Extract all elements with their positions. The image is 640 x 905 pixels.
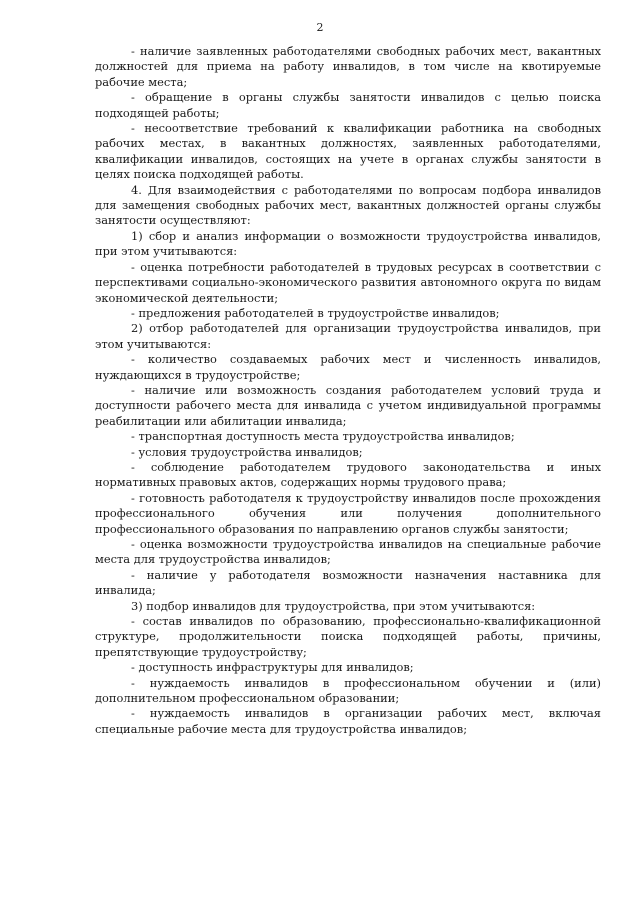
paragraph: - наличие или возможность создания работодателем условий труда и доступности рабочего места для инвалида с учетом индивидуальной программы реабилитации или абилитации инвалида; [95,382,601,428]
paragraph: - нуждаемость инвалидов в организации рабочих мест, включая специальные рабочие места для трудоустройства инвалидов; [95,706,601,736]
paragraph: - транспортная доступность места трудоустройства инвалидов; [131,429,515,444]
paragraph: - доступность инфраструктуры для инвалидов; [131,660,414,675]
paragraph: - количество создаваемых рабочих мест и численность инвалидов, нуждающихся в трудоустройстве; [95,352,601,382]
paragraph: - нуждаемость инвалидов в профессиональном обучении и (или) дополнительном профессиональном образовании; [95,675,601,706]
paragraph: - готовность работодателя к трудоустройству инвалидов после прохождения профессионального обучения или получения дополнительного профессионального образования по направлению органов службы занятости; [95,490,601,536]
paragraph: - оценка потребности работодателей в трудовых ресурсах в соответствии с перспективами социально-экономического развития автономного округа по видам экономической деятельности; [95,259,601,305]
paragraph: - соблюдение работодателем трудового законодательства и иных нормативных правовых актов, содержащих нормы трудового права; [95,459,601,490]
document-body [95,44,601,737]
page-number: 2 [316,21,324,34]
paragraph: 4. Для взаимодействия с работодателями по вопросам подбора инвалидов для замещения свободных рабочих мест, вакантных должностей органы службы занятости осуществляют: [95,182,601,228]
paragraph: 1) сбор и анализ информации о возможности трудоустройства инвалидов, при этом учитываются: [95,228,601,259]
paragraph: - несоответствие требований к квалификации работника на свободных рабочих местах, в вакантных должностях, заявленных работодателями, квалификации инвалидов, состоящих на учете в органах службы занятости в целях поиска подходящей работы. [95,121,601,182]
paragraph: - оценка возможности трудоустройства инвалидов на специальные рабочие места для трудоустройства инвалидов; [95,537,601,567]
paragraph: - предложения работодателей в трудоустройстве инвалидов; [131,305,500,320]
paragraph: - наличие заявленных работодателями свободных рабочих мест, вакантных должностей для приема на работу инвалидов, в том числе на квотируемые рабочие места; [95,44,601,89]
paragraph: 3) подбор инвалидов для трудоустройства, при этом учитываются: [131,598,536,613]
paragraph: - условия трудоустройства инвалидов; [131,444,363,459]
paragraph: - состав инвалидов по образованию, профессионально-квалификационной структуре, продолжительности поиска подходящей работы, причины, препятствующие трудоустройству; [95,614,601,659]
paragraph: - обращение в органы службы занятости инвалидов с целью поиска подходящей работы; [95,90,601,120]
paragraph: - наличие у работодателя возможности назначения наставника для инвалида; [95,567,601,598]
paragraph: 2) отбор работодателей для организации трудоустройства инвалидов, при этом учитываются: [95,321,601,351]
